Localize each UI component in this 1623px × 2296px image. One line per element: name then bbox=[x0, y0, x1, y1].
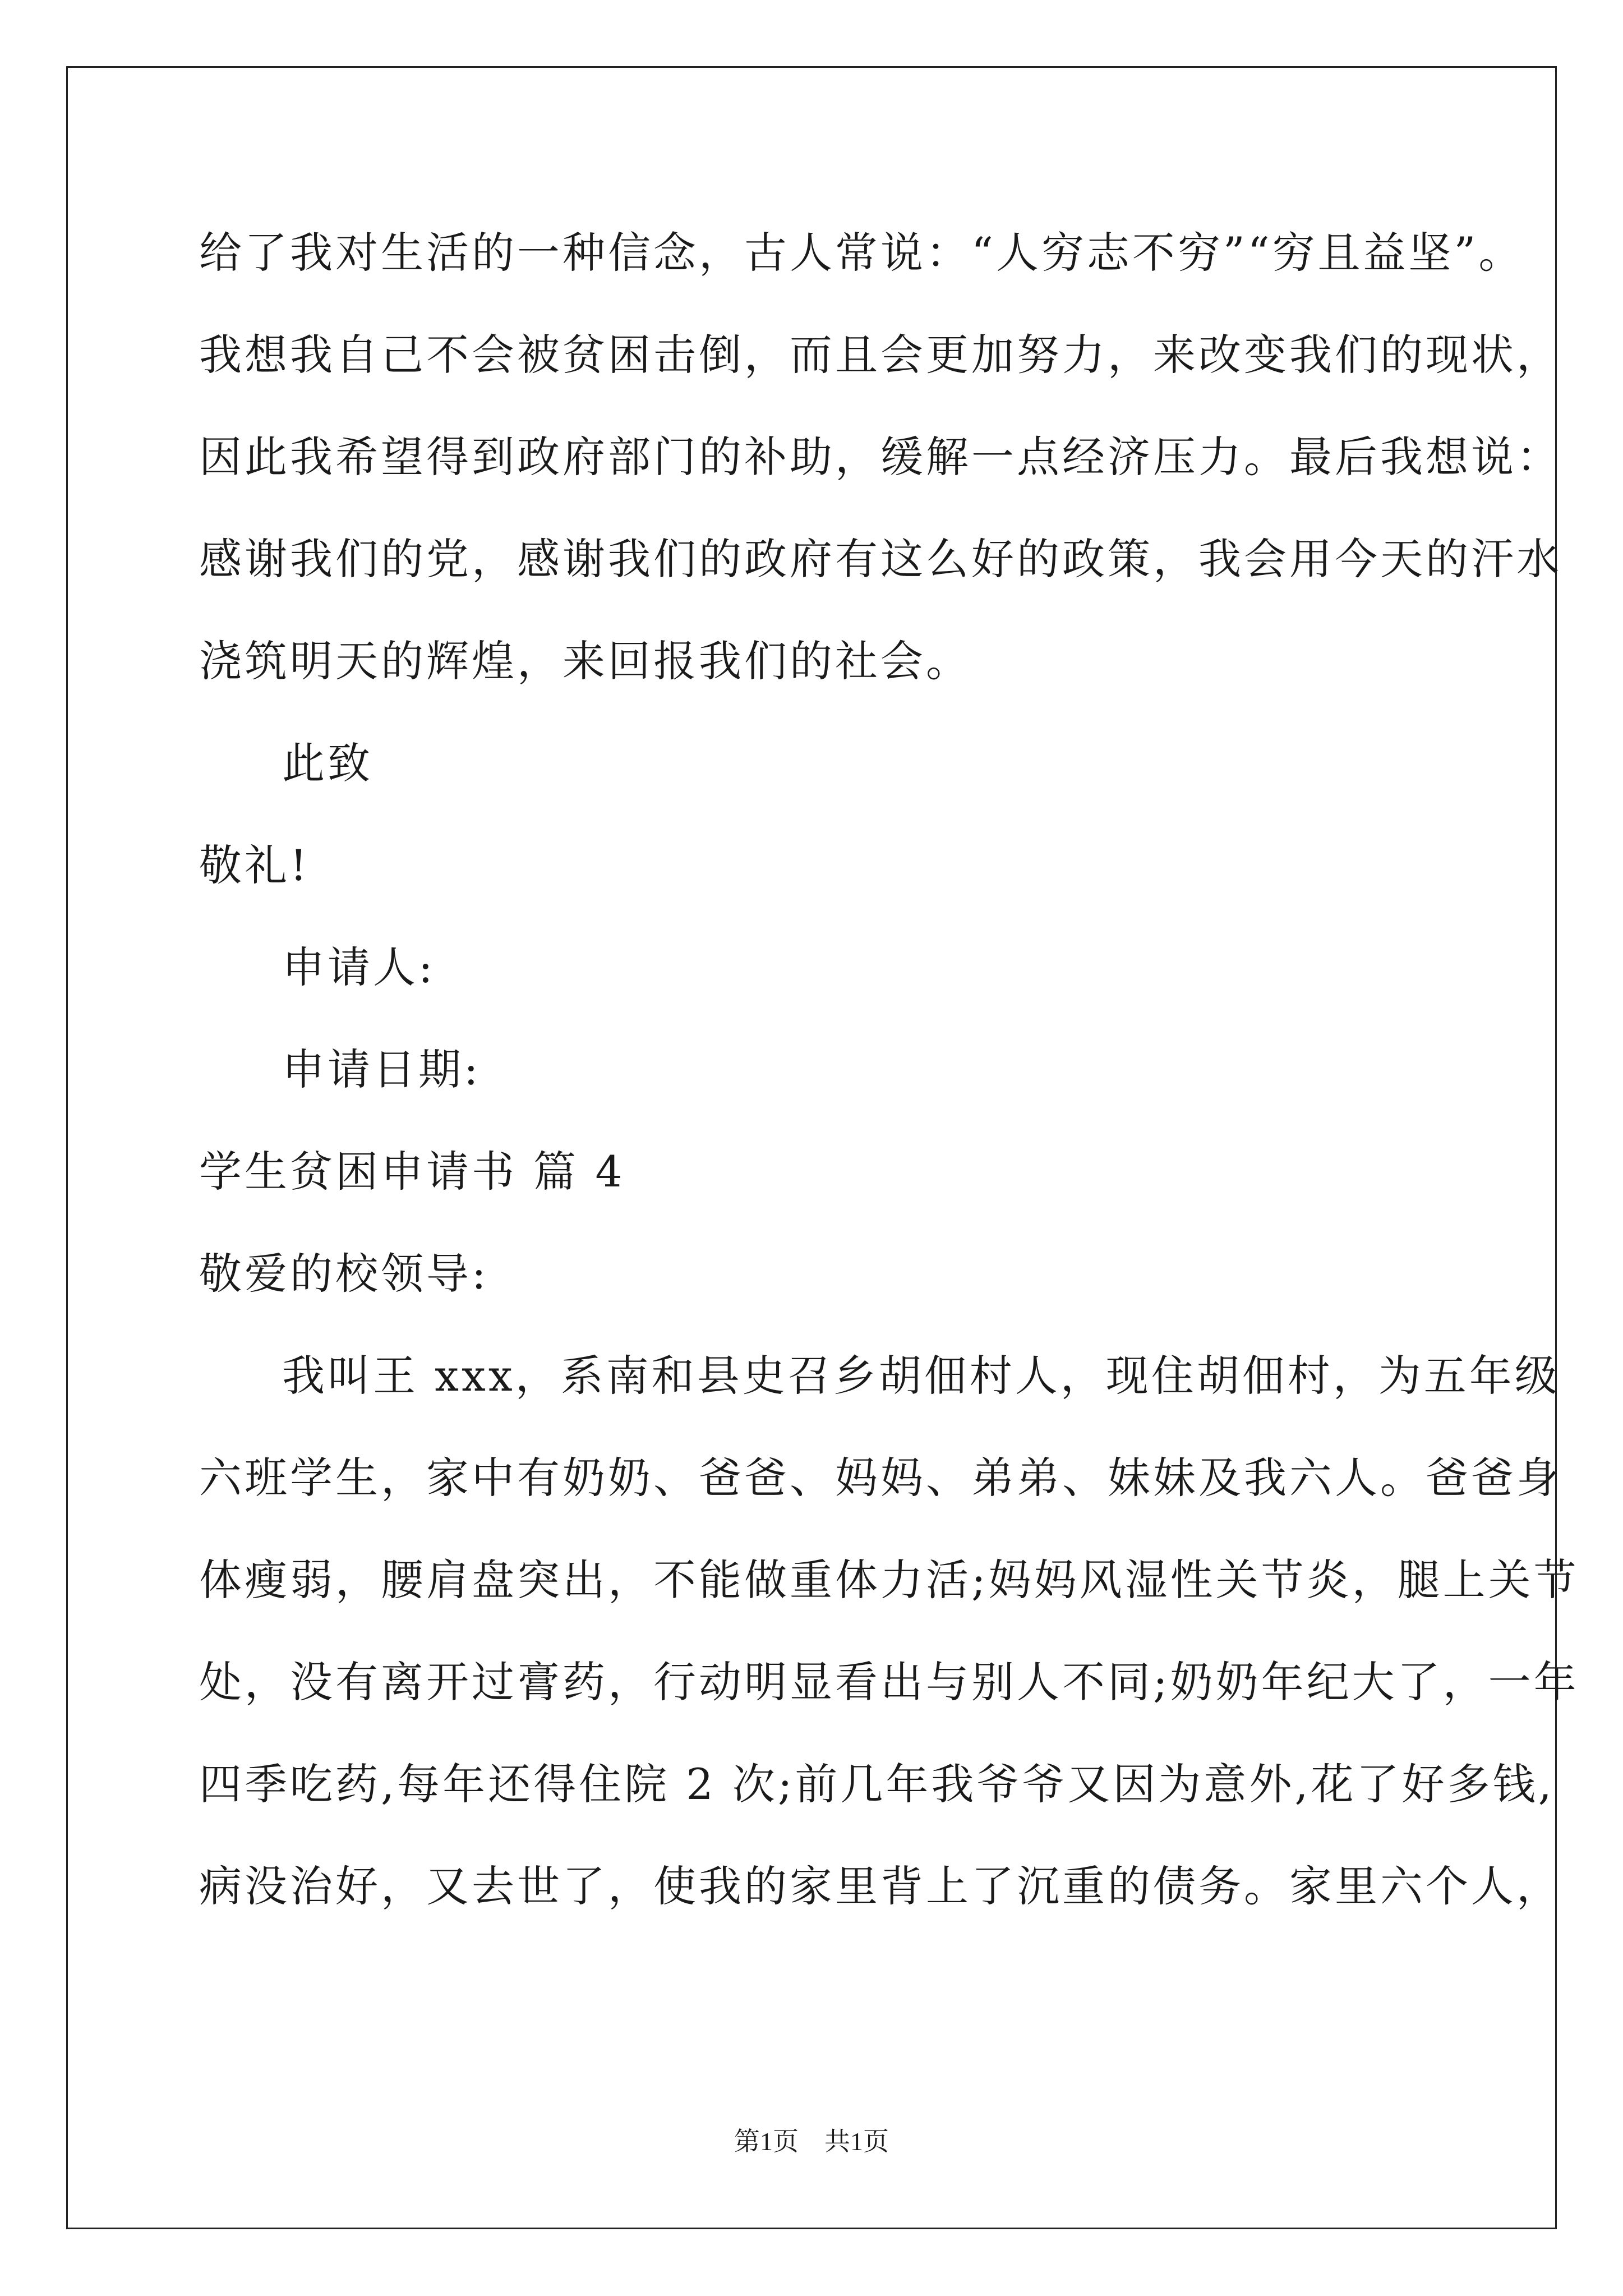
text-line: 体瘦弱，腰肩盘突出，不能做重体力活;妈妈风湿性关节炎，腿上关节 bbox=[199, 1555, 1579, 1605]
applicant-label: 申请人: bbox=[282, 942, 436, 992]
text-line: 病没治好，又去世了，使我的家里背上了沉重的债务。家里六个人， bbox=[199, 1861, 1562, 1911]
paragraph-start: 我叫王 xxx，系南和县史召乡胡佃村人，现住胡佃村，为五年级 bbox=[282, 1351, 1560, 1401]
greeting: 敬爱的校领导: bbox=[199, 1249, 489, 1299]
page-number-footer: 第1页 共1页 bbox=[734, 2127, 889, 2156]
text-line: 感谢我们的党，感谢我们的政府有这么好的政策，我会用今天的汗水 bbox=[199, 534, 1562, 584]
text-line: 因此我希望得到政府部门的补助，缓解一点经济压力。最后我想说： bbox=[199, 432, 1562, 482]
closing-salutation: 此致 bbox=[282, 738, 373, 788]
text-line: 六班学生，家中有奶奶、爸爸、妈妈、弟弟、妹妹及我六人。爸爸身 bbox=[199, 1453, 1562, 1503]
application-date-label: 申请日期: bbox=[282, 1045, 481, 1094]
text-line: 处，没有离开过膏药，行动明显看出与别人不同;奶奶年纪大了，一年 bbox=[199, 1657, 1579, 1707]
document-body bbox=[199, 202, 1579, 1938]
text-line: 我想我自己不会被贫困击倒，而且会更加努力，来改变我们的现状， bbox=[199, 330, 1562, 380]
section-heading: 学生贫困申请书 篇 4 bbox=[199, 1147, 625, 1197]
text-line: 给了我对生活的一种信念，古人常说：“人穷志不穷”“穷且益坚”。 bbox=[199, 228, 1524, 278]
closing-regards: 敬礼! bbox=[199, 840, 310, 890]
text-line: 四季吃药,每年还得住院 2 次;前几年我爷爷又因为意外,花了好多钱, bbox=[199, 1759, 1555, 1809]
text-line: 浇筑明天的辉煌，来回报我们的社会。 bbox=[199, 636, 971, 686]
